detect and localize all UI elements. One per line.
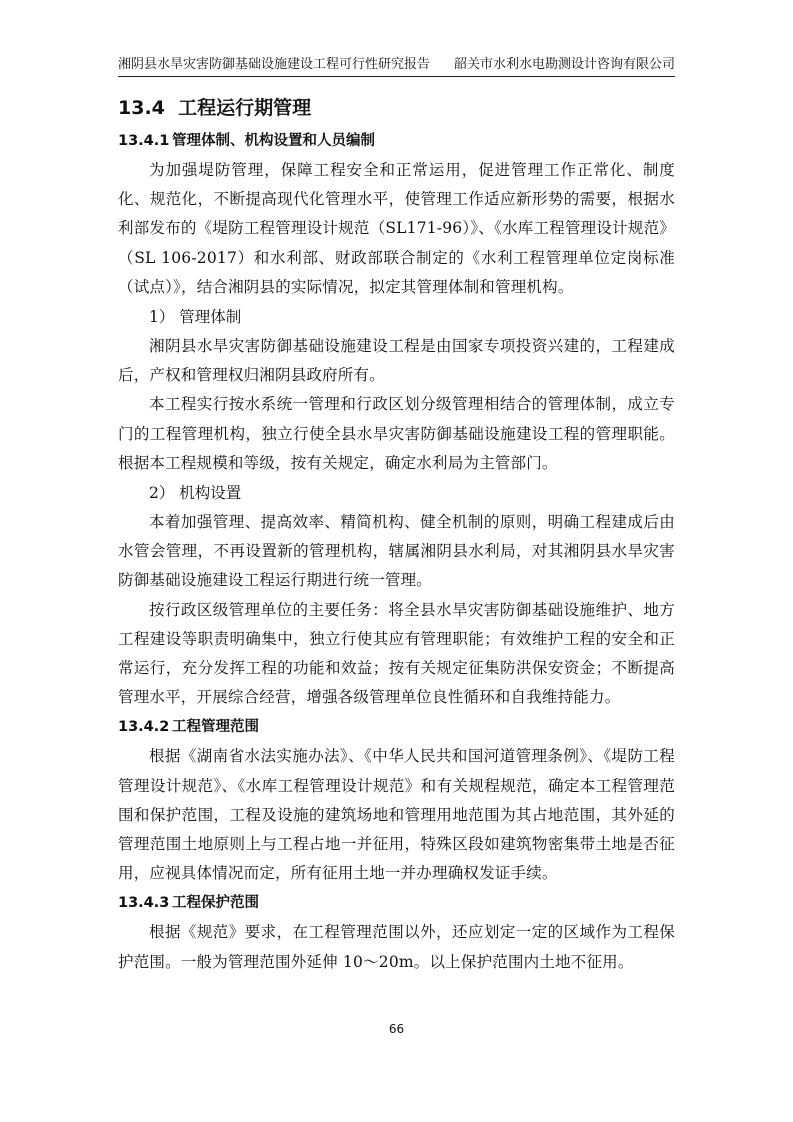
subsection-heading-13-4-3 [118,888,675,918]
paragraph: 根据《规范》要求，在工程管理范围以外，还应划定一定的区域作为工程保护范围。一般为管理范围外延伸 10～20m。以上保护范围内土地不征用。 [118,923,675,971]
header-report-title: 湘阴县水旱灾害防御基础设施建设工程可行性研究报告 [118,57,431,72]
subsection-title: 管理体制、机构设置和人员编制 [172,133,375,149]
section-number: 13.4 [118,97,165,119]
header-company-name: 韶关市水利水电勘测设计咨询有限公司 [453,57,675,72]
subsection-number: 13.4.3 [118,895,170,912]
paragraph: 为加强堤防管理，保障工程安全和正常运用，促进管理工作正常化、制度化、规范化，不断提高现代化管理水平，使管理工作适应新形势的需要，根据水利部发布的《堤防工程管理设计规范（SL171-96）》、《水库工程管理设计规范》（SL 106-2017）和水利部、财政部联合制定的《水利工程管理单位定岗标准（试点）》，结合湘阴县的实际情况，拟定其管理体制和管理机构。 [118,161,675,296]
subsection-number: 13.4.1 [118,133,170,149]
paragraph: 湘阴县水旱灾害防御基础设施建设工程是由国家专项投资兴建的，工程建成后，产权和管理权归湘阴县政府所有。 [118,337,675,385]
subsection-number: 13.4.2 [118,719,170,736]
list-item-management-system: 1） 管理体制 [149,308,242,327]
paragraph: 本工程实行按水系统一管理和行政区划分级管理相结合的管理体制，成立专门的工程管理机构，独立行使全县水旱灾害防御基础设施建设工程的管理职能。根据本工程规模和等级，按有关规定，确定水利局为主管部门。 [118,395,675,472]
subsection-title: 工程管理范围 [172,719,259,736]
paragraph: 按行政区级管理单位的主要任务：将全县水旱灾害防御基础设施维护、地方工程建设等职责明确集中，独立行使其应有管理职能；有效维护工程的安全和正常运行，充分发挥工程的功能和效益；按有关规定征集防洪保安资金；不断提高管理水平，开展综合经营，增强各级管理单位良性循环和自我维持能力。 [118,600,675,707]
subsection-title: 工程保护范围 [172,895,259,912]
subsection-heading-13-4-1 [118,126,675,156]
subsection-heading-13-4-2 [118,712,675,742]
section-title: 工程运行期管理 [178,97,312,119]
section-heading [118,90,675,126]
page-number: 66 [388,1022,405,1036]
running-header [118,55,675,75]
page-body [118,90,675,977]
list-item-institution-setup: 2） 机构设置 [149,484,242,503]
paragraph: 本着加强管理、提高效率、精简机构、健全机制的原则，明确工程建成后由水管会管理，不再设置新的管理机构，辖属湘阴县水利局，对其湘阴县水旱灾害防御基础设施建设工程运行期进行统一管理。 [118,513,675,590]
paragraph: 根据《湖南省水法实施办法》、《中华人民共和国河道管理条例》、《堤防工程管理设计规范》、《水库工程管理设计规范》和有关规程规范，确定本工程管理范围和保护范围，工程及设施的建筑场地和管理用地范围为其占地范围，其外延的管理范围土地原则上与工程占地一并征用，特殊区段如建筑物密集带土地是否征用，应视具体情况而定，所有征用土地一并办理确权发证手续。 [118,747,675,883]
header-divider [118,76,675,77]
